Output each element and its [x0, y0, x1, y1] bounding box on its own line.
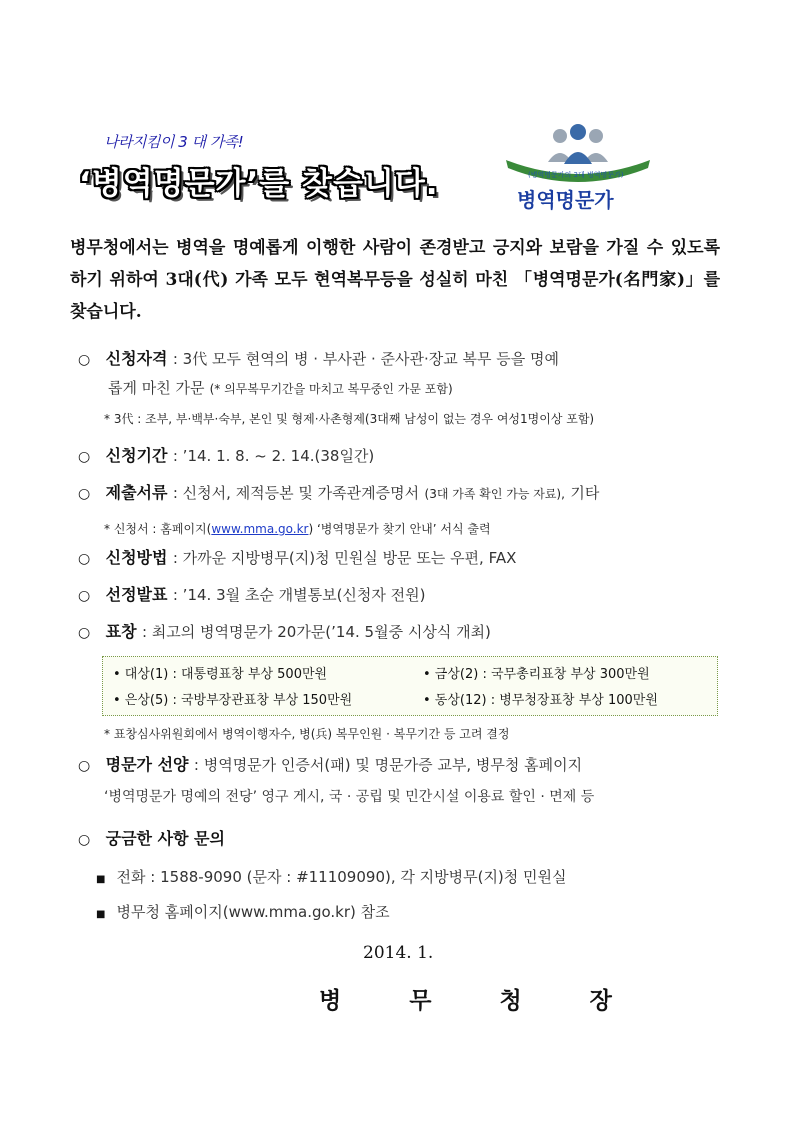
award-silver: • 은상(5) : 국방부장관표창 부상 150만원 [113, 693, 353, 708]
circle-bullet-icon: ○ [78, 758, 91, 774]
award-label: 표창 [105, 622, 137, 641]
qualification-line2 [108, 377, 453, 398]
square-bullet-icon: ■ [96, 909, 106, 920]
docs-tail: 기타 [570, 484, 600, 502]
award-bronze: • 동상(12) : 병무청장표창 부상 100만원 [423, 693, 658, 708]
award-grand: • 대상(1) : 대통령표창 부상 500만원 [113, 667, 328, 682]
circle-bullet-icon: ○ [78, 625, 91, 641]
honor-value-2: ‘병역명문가 명예의 전당’ 영구 게시, 국 · 공립 및 민간시설 이용료 할인 · 면제 등 [104, 789, 595, 805]
inquiry-phone: 전화 : 1588-9090 (문자 : #11109090), 각 지방병무(지)청 민원실 [116, 868, 567, 886]
circle-bullet-icon: ○ [78, 551, 91, 567]
method-label: 신청방법 [105, 548, 168, 567]
item-period [78, 443, 374, 466]
item-honor [78, 752, 582, 775]
item-announce [78, 582, 426, 605]
item-inquiry [78, 826, 225, 849]
logo-text: 병역명문가 [517, 188, 614, 212]
inquiry-label: 궁금한 사항 문의 [105, 829, 225, 848]
agency-signature: 병 무 청 장 [319, 987, 642, 1014]
inquiry-web: 병무청 홈페이지(www.mma.go.kr) 참조 [116, 903, 390, 921]
item-award [78, 619, 491, 642]
circle-bullet-icon: ○ [78, 352, 91, 368]
period-label: 신청기간 [105, 446, 168, 465]
qualification-value-2: 롭게 마친 가문 [108, 379, 205, 397]
qualification-note: * 3代 : 조부, 부·백부·숙부, 본인 및 형제·사촌형제(3대째 남성이 없는 경우 여성1명이상 포함) [104, 412, 595, 426]
method-value: : 가까운 지방병무(지)청 민원실 방문 또는 우편, FAX [172, 549, 517, 567]
honor-value: : 병역명문가 인증서(패) 및 명문가증 교부, 병무청 홈페이지 [193, 756, 583, 774]
award-note: * 표창심사위원회에서 병역이행자수, 병(兵) 복무인원 · 복무기간 등 고려 결정 [104, 727, 510, 741]
item-docs [78, 480, 599, 503]
slogan: 나라지킴이 3 대 가족! [104, 133, 244, 151]
qualification-paren: (* 의무복무기간을 마치고 복무중인 가문 포함) [209, 382, 453, 396]
circle-bullet-icon: ○ [78, 588, 91, 604]
square-bullet-icon: ■ [96, 874, 106, 885]
item-method [78, 545, 516, 568]
docs-label: 제출서류 [105, 483, 168, 502]
award-value: : 최고의 병역명문가 20가문(’14. 5월중 시상식 개최) [141, 623, 491, 641]
issue-date: 2014. 1. [363, 943, 434, 963]
qualification-value: : 3代 모두 현역의 병 · 부사관 · 준사관·장교 복무 등을 명예 [172, 350, 560, 368]
homepage-link[interactable]: www.mma.go.kr [211, 522, 309, 536]
period-value: : ’14. 1. 8. ~ 2. 14.(38일간) [172, 447, 375, 465]
item-qualification [78, 346, 559, 369]
docs-note [104, 520, 491, 537]
intro-paragraph [70, 232, 720, 328]
docs-value: : 신청서, 제적등본 및 가족관계증명서 [172, 484, 420, 502]
circle-bullet-icon: ○ [78, 449, 91, 465]
page-title: ‘병역명문가’를 찾습니다. [79, 166, 439, 202]
docs-note-pre: * 신청서 : 홈페이지( [104, 522, 212, 536]
announce-value: : ’14. 3월 초순 개별통보(신청자 전원) [172, 586, 426, 604]
inquiry-phone-row [96, 866, 567, 887]
circle-bullet-icon: ○ [78, 832, 91, 848]
docs-note-post: ) ‘병역명문가 찾기 안내’ 서식 출력 [308, 522, 491, 536]
qualification-label: 신청자격 [105, 349, 168, 368]
intro-text: 병무청에서는 병역을 명예롭게 이행한 사람이 존경받고 긍지와 보람을 가질 수 있도록 하기 위하여 3대(代) 가족 모두 현역복무등을 성실히 마친 「병역명문가(名門家)」를 찾습니다. [70, 238, 720, 322]
honor-label: 명문가 선양 [105, 755, 189, 774]
logo-caption: (병역명문가의 3대 병역명문가) [528, 171, 624, 179]
announce-label: 선정발표 [105, 585, 168, 604]
circle-bullet-icon: ○ [78, 486, 91, 502]
inquiry-web-row [96, 901, 390, 922]
award-gold: • 금상(2) : 국무총리표창 부상 300만원 [423, 667, 650, 682]
docs-paren: (3대 가족 확인 가능 자료), [424, 487, 565, 501]
award-box [102, 656, 718, 716]
